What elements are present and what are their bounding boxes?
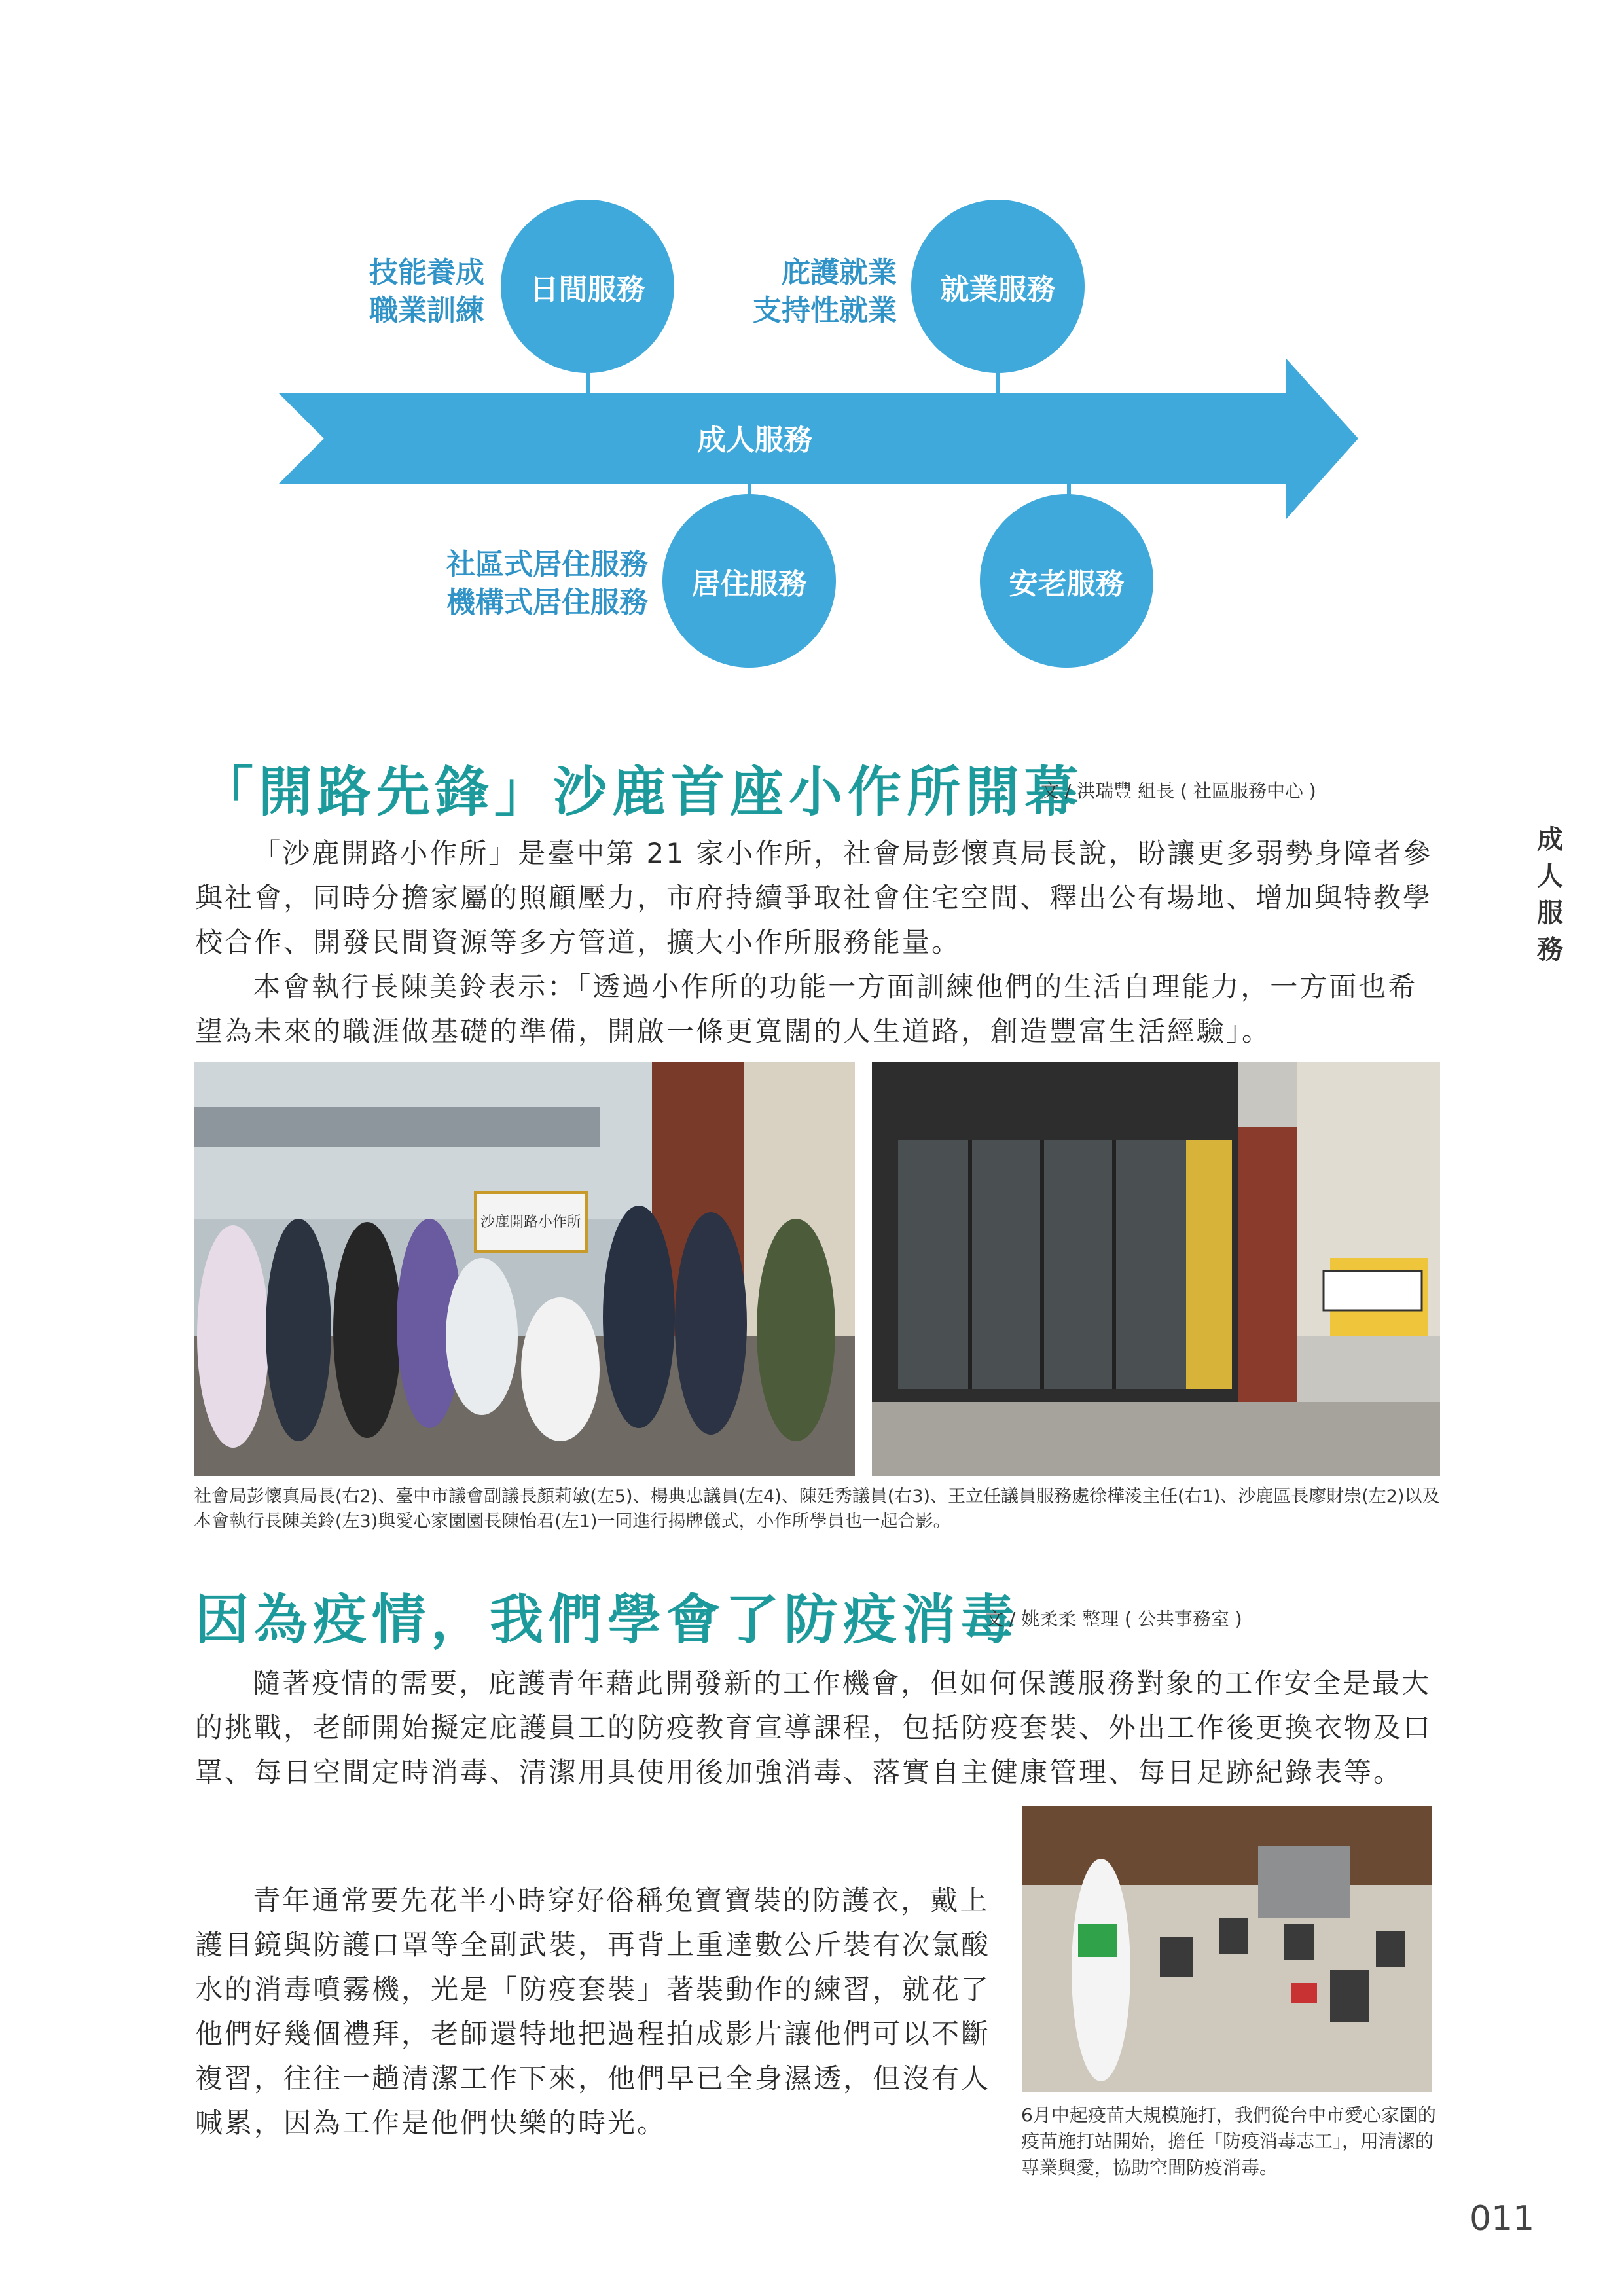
living-service-label: 居住服務 — [691, 567, 807, 601]
side-tab-char-1: 成 — [1537, 825, 1563, 855]
storefront-photo — [872, 1062, 1440, 1476]
living-service-items — [393, 546, 648, 622]
article1-body — [195, 831, 1439, 1054]
article1-byline: 文 / 洪瑞豐 組長 ( 社區服務中心 ) — [1041, 780, 1316, 802]
elderly-service-label: 安老服務 — [1009, 567, 1125, 601]
side-tab-char-3: 服 — [1537, 898, 1563, 928]
page-number: 011 — [1470, 2199, 1535, 2238]
storefront-photo-image — [872, 1062, 1440, 1476]
sign-text: 沙鹿開路小作所 — [480, 1214, 582, 1230]
employment-service-circle — [911, 200, 1085, 373]
group-photo-image — [194, 1062, 855, 1476]
employment-item-2: 支持性就業 — [753, 294, 897, 327]
service-arrow — [278, 359, 1358, 519]
article2-byline: 文 / 姚柔柔 整理 ( 公共事務室 ) — [985, 1608, 1242, 1630]
day-service-label: 日間服務 — [530, 272, 645, 306]
day-service-items — [327, 254, 484, 330]
side-tab-char-2: 人 — [1537, 861, 1563, 891]
article2-paragraph-1: 隨著疫情的需要，庇護青年藉此開發新的工作機會，但如何保護服務對象的工作安全是最大的挑戰，老師開始擬定庇護員工的防疫教育宣導課程，包括防疫套裝、外出工作後更換衣物及口罩、每日空間定時消毒、清潔用具使用後加強消毒、落實自主健康管理、每日足跡紀錄表等。 — [195, 1667, 1433, 1788]
employment-service-items — [707, 254, 897, 330]
day-service-circle — [501, 200, 674, 373]
diagram-center-label: 成人服務 — [697, 423, 812, 457]
day-item-2: 職業訓練 — [369, 294, 484, 327]
employment-service-label: 就業服務 — [940, 272, 1056, 306]
living-item-1: 社區式居住服務 — [446, 548, 648, 581]
article1-paragraph-2: 本會執行長陳美鈴表示：「透過小作所的功能一方面訓練他們的生活自理能力，一方面也希望為未來的職涯做基礎的準備，開啟一條更寬闊的人生道路，創造豐富生活經驗」。 — [195, 971, 1418, 1047]
article1-paragraph-1: 「沙鹿開路小作所」是臺中第 21 家小作所，社會局彭懷真局長說，盼讓更多弱勢身障者參與社會，同時分擔家屬的照顧壓力，市府持續爭取社會住宅空間、釋出公有場地、增加與特教學校合作、開發民間資源等多方管道，擴大小作所服務能量。 — [195, 837, 1433, 958]
disinfection-photo-image — [1022, 1806, 1432, 2092]
side-tab-char-4: 務 — [1537, 935, 1563, 965]
disinfection-photo — [1022, 1806, 1432, 2092]
article2-title: 因為疫情，我們學會了防疫消毒 — [195, 1588, 1020, 1651]
side-section-tab — [1534, 821, 1566, 968]
article2-caption: 6月中起疫苗大規模施打，我們從台中市愛心家園的疫苗施打站開始，擔任「防疫消毒志工」，用清潔的專業與愛，協助空間防疫消毒。 — [1021, 2104, 1436, 2178]
article2-body-top — [195, 1661, 1439, 1795]
elderly-service-circle — [980, 494, 1153, 668]
article1-caption: 社會局彭懷真局長(右2)、臺中市議會副議長顏莉敏(左5)、楊典忠議員(左4)、陳廷秀議員(右3)、王立任議員服務處徐樺淩主任(右1)、沙鹿區長廖財崇(左2)以及本會執行長陳美鈴(左3)與愛心家園園長陳怡君(左1)一同進行揭牌儀式，小作所學員也一起合影。 — [194, 1486, 1440, 1532]
article2-body-bottom — [195, 1878, 1007, 2145]
day-item-1: 技能養成 — [369, 256, 484, 289]
article1-title: 「開路先鋒」沙鹿首座小作所開幕 — [200, 761, 1084, 823]
group-photo — [194, 1062, 855, 1476]
article2-paragraph-2: 青年通常要先花半小時穿好俗稱兔寶寶裝的防護衣，戴上護目鏡與防護口罩等全副武裝，再背上重達數公斤裝有次氯酸水的消毒噴霧機，光是「防疫套裝」著裝動作的練習，就花了他們好幾個禮拜，老師還特地把過程拍成影片讓他們可以不斷複習，往往一趟清潔工作下來，他們早已全身濕透，但沒有人喊累，因為工作是他們快樂的時光。 — [195, 1884, 991, 2139]
living-item-2: 機構式居住服務 — [446, 586, 648, 619]
living-service-circle — [662, 494, 836, 668]
employment-item-1: 庇護就業 — [782, 256, 897, 289]
